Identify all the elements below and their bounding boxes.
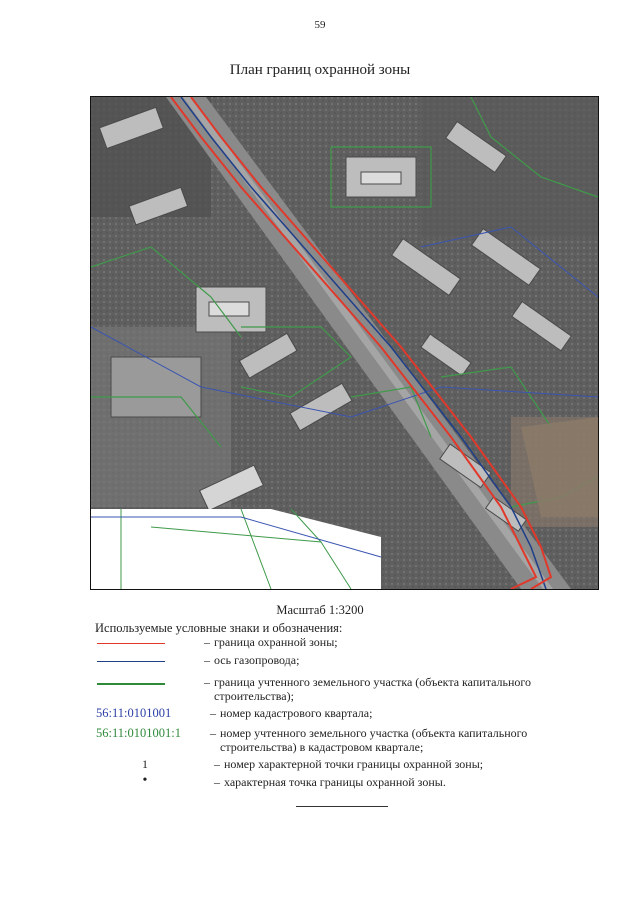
aerial-map [91, 97, 598, 589]
legend-text: ось газопровода; [214, 653, 300, 667]
page-number: 59 [314, 19, 326, 31]
legend-item-parcel-number: 56:11:0101001:1 – номер учтенного земельного участка (объекта капитального строительства) в кадастровом квартале; [90, 727, 570, 754]
bottom-rule [296, 806, 388, 807]
legend-item-parcel-boundary: – граница учтенного земельного участка (объекта капитального строительства); [90, 676, 570, 703]
legend-item-characteristic-point: • – характерная точка границы охранной зоны. [90, 776, 570, 790]
map-image [90, 96, 599, 590]
legend-item-cadastral-quarter: 56:11:0101001 – номер кадастрового квартала; [90, 707, 570, 721]
legend-text: номер характерной точки границы охранной зоны; [224, 757, 484, 771]
map-scale: Масштаб 1:3200 [276, 603, 364, 617]
legend-text: номер кадастрового квартала; [220, 706, 373, 720]
cadastral-quarter-code: 56:11:0101001 [96, 706, 172, 720]
legend-item-protection-zone: – граница охранной зоны; [90, 636, 570, 650]
legend-text: номер учтенного земельного участка (объекта капитального строительства) в кадастровом квартале; [220, 726, 528, 754]
legend-text: граница охранной зоны; [214, 635, 338, 649]
blue-line-symbol [97, 661, 165, 662]
legend [90, 636, 570, 794]
parcel-number-code: 56:11:0101001:1 [96, 726, 181, 740]
red-line-symbol [97, 643, 165, 644]
legend-item-pipeline-axis: – ось газопровода; [90, 654, 570, 668]
legend-item-point-number: 1 – номер характерной точки границы охранной зоны; [90, 758, 570, 772]
green-line-symbol [97, 683, 165, 685]
point-number-symbol: 1 [142, 757, 148, 771]
legend-text: граница учтенного земельного участка (объекта капитального строительства); [214, 675, 532, 703]
legend-title: Используемые условные знаки и обозначения: [95, 621, 343, 635]
legend-text: характерная точка границы охранной зоны. [224, 775, 446, 789]
plan-title: План границ охранной зоны [229, 62, 411, 78]
point-dot-icon: • [142, 773, 148, 788]
